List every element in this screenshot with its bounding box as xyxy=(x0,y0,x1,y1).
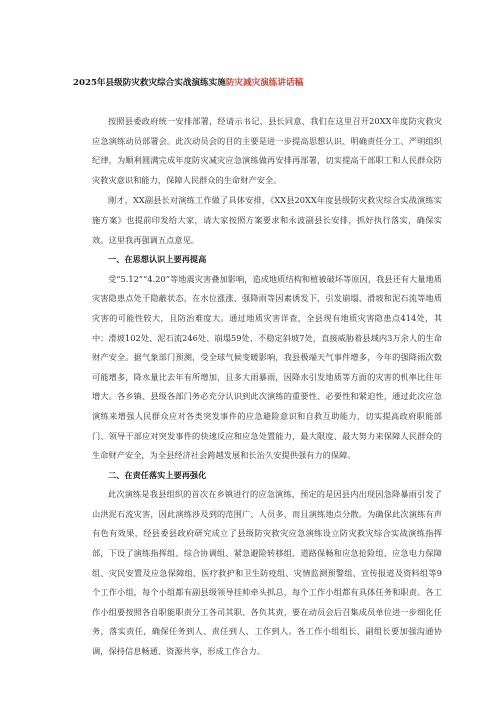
section-heading-1: 一、在思想认识上要再提高 xyxy=(108,254,207,265)
section-paragraph-2: 此次演练是我县组织的首次在乡镇进行的应急演练，预定的是因县内出现因急降暴雨引发了山洪泥石流灾害，因此演练涉及到的范围广、人员多，而且演练地点分散。为确保此次演练有声有色有效果，经县委县政府研究成立了县级防灾救灾应急演练设立防灾救灾综合实战演练指挥部，下设了演练指挥组、综合协调组、紧急避险转移组、道路保畅和应急抢险组、应急电力保障组、灾民安置及应急保障组、医疗救护和卫生防疫组、灾情监测预警组、宣传报道及资料组等9个工作小组，每个小组都有副县级领导挂帅牵头抓总，每个工作小组都有具体任务和职责。各工作小组要按照各自职能职责分工各司其职、各负其责，要在动员会后召集成员单位进一步细化任务，落实责任，确保任务到人、责任到人、工作到人。各工作小组组长、副组长要加强沟通协调，保持信息畅通、资源共享，形成工作合力。 xyxy=(92,489,442,657)
paragraph-arrangement: 刚才，XX副县长对演练工作做了具体安排，《XX县20XX年度县级防灾救灾综合实战演练实施方案》也提前印发给大家，请大家按照方案要求和永波副县长安排，抓好执行落实，确保实效。这里我再强调五点意见。 xyxy=(92,195,442,245)
document-title xyxy=(73,77,433,89)
paragraph-intro: 按照县委政府统一安排部署，经请示书记、县长同意，我们在这里召开20XX年度防灾救灾应急演练动员部署会。此次动员会的目的主要是进一步提高思想认识、明确责任分工、严明组织纪律，为顺利圆满完成年度防灾减灾应急演练做再安排再部署，切实提高干部职工和人民群众防灾救灾意识和能力，保障人民群众的生命财产安全。 xyxy=(92,116,442,185)
section-paragraph-1: 受“5.12”“4.20”等地震灾害叠加影响，造成地质结构和植被破坏等原因，我县还有大量地质灾害隐患点处于隐蔽状态，在水位涨涨、强降雨等因素诱发下，引发崩塌、滑坡和泥石流等地质灾害的可能性较大，且防治难度大。通过地质灾害详查，全县现有地质灾害隐患点414处，其中：滑坡102处、泥石流246处、崩塌59处、不稳定斜坡7处，直接威胁着县域内3万余人的生命财产安全。据气象部门预测，受全球气候变暖影响，我县极端天气事件增多，今年的强降雨次数可能增多，降水量比去年有所增加，且多大雨暴雨，因降水引发地质等方面的灾害的机率比往年增大。各乡镇、县级各部门务必充分认识到此次演练的重要性、必要性和紧迫性，通过此次应急演练来增强人民群众应对各类突发事件的应急避险意识和自救互助能力，切实提高政府职能部门、领导干部应对突发事件的快速反应和应急处置能力，最大限度、最大努力来保障人民群众的生命财产安全，为全县经济社会跨越发展和长治久安提供强有力的保障。 xyxy=(92,273,442,461)
document-body xyxy=(92,112,442,662)
section-heading-2: 二、在责任落实上要再强化 xyxy=(108,469,207,480)
title-highlight: 防灾减灾演练讲话稿 xyxy=(225,78,304,88)
title-main: 2025年县级防灾救灾综合实战演练实施 xyxy=(73,78,226,88)
